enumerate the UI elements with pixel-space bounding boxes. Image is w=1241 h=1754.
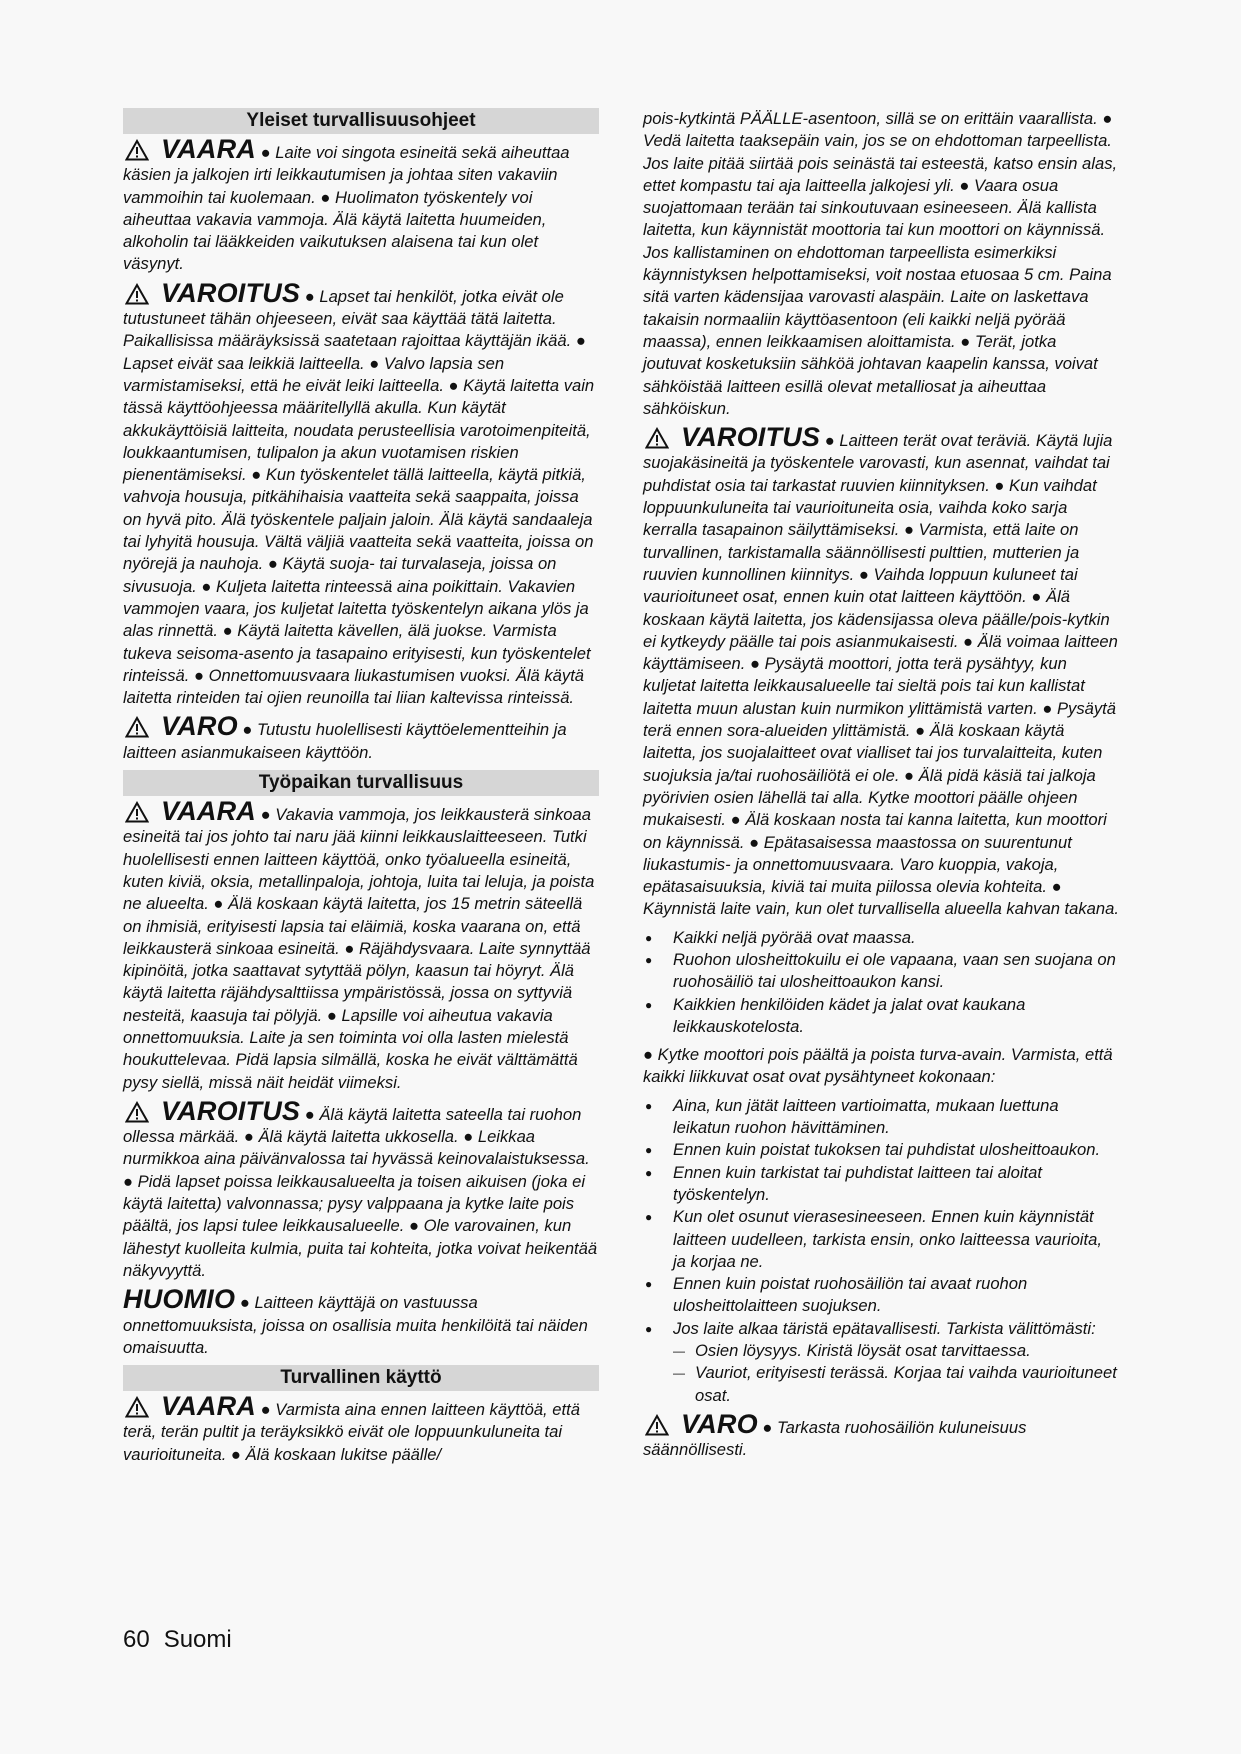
paragraph-text: ● Älä käytä laitetta sateella tai ruohon ollessa märkää. ● Älä käytä laitetta ukkosella. ● Leikkaa nurmikkoa aina päivänvalossa tai hyvässä keinovalaistuksessa. ● Pidä lapset poissa leikkausalueelta ja toisen aikuisen (joka ei käytä laitetta) valvonnassa; pysy valppaana ja kytke laite pois päältä, jos lapsi tulee leikkausalueelle. ● Ole varovainen, kun lähestyt kuolleita kulmia, puita tai kohteita, jotka voivat heikentää näkyvyyttä.	[123, 1104, 598, 1280]
list-item: ● Kaikki neljä pyörää ovat maassa.	[643, 927, 1119, 949]
warning-paragraph	[123, 796, 599, 1094]
signal-word: VAARA	[161, 1391, 256, 1422]
warning-triangle-icon	[125, 1396, 149, 1418]
list-item-text: Jos laite alkaa täristä epätavallisesti. Tarkista välittömästi:	[673, 1318, 1096, 1338]
warning-paragraph	[123, 277, 599, 710]
warning-paragraph	[123, 1391, 599, 1466]
page-footer	[123, 1626, 246, 1654]
sublist-item: — Osien löysyys. Kiristä löysät osat tarvittaessa.	[673, 1340, 1119, 1362]
list-item: ● Ennen kuin poistat tukoksen tai puhdistat ulosheittoaukon.	[643, 1139, 1119, 1161]
section-heading-general-safety: Yleiset turvallisuusohjeet	[123, 108, 599, 134]
paragraph-text: ● Varmista aina ennen laitteen käyttöä, että terä, terän pultit ja teräyksikkö eivät ole loppuunkuluneita tai vaurioituneita. ● Älä koskaan lukitse päälle/	[123, 1400, 580, 1464]
section-heading-workplace-safety: Työpaikan turvallisuus	[123, 770, 599, 796]
list-item: ● Ennen kuin poistat ruohosäiliön tai avaat ruohon ulosheittolaitteen suojuksen.	[643, 1273, 1119, 1318]
list-item	[643, 1318, 1119, 1407]
list-item: ● Kun olet osunut vierasesineeseen. Ennen kuin käynnistät laitteen uudelleen, tarkista ensin, onko laitteessa vaurioita, ja korjaa ne.	[643, 1206, 1119, 1273]
paragraph-text: ● Laite voi singota esineitä sekä aiheuttaa käsien ja jalkojen irti leikkautumisen ja johtaa siten vakaviin vammoihin tai kuolemaan. ● Huolimaton työskentely voi aiheuttaa vakavia vammoja. Älä käytä laitetta huumeiden, alkoholin tai lääkkeiden vaikutuksen alaisena tai kun olet väsynyt.	[123, 143, 570, 274]
signal-word: VAARA	[161, 796, 256, 827]
stop-conditions-list	[643, 1095, 1119, 1407]
signal-word: VAROITUS	[161, 1095, 301, 1126]
list-item: ● Kaikkien henkilöiden kädet ja jalat ovat kaukana leikkauskotelosta.	[643, 994, 1119, 1039]
warning-triangle-icon	[125, 283, 149, 305]
page-number: 60	[123, 1626, 150, 1653]
paragraph-text: ● Laitteen terät ovat teräviä. Käytä lujia suojakäsineitä ja työskentele varovasti, kun asennat, vaihdat tai puhdistat osia tai tarkastat ruuvien kiinnityksen. ● Kun vaihdat loppuunkuluneita tai vaurioituneita osia, vaihda koko sarja kerralla tasapainon säilyttämiseksi. ● Varmista, että laite on turvallinen, tarkistamalla säännöllisesti pulttien, mutterien ja ruuvien kunnollinen kiinnitys. ● Vaihda loppuun kuluneet tai vaurioituneet osat, ennen kuin otat laitteen käyttöön. ● Älä koskaan käytä laitetta, jos kädensijassa oleva päälle/pois-kytkin ei kytkeydy päälle tai pois asianmukaisesti. ● Älä voimaa laitteen käyttämiseen. ● Pysäytä moottori, jotta terä pysähtyy, kun kuljetat laitetta leikkausalueelle tai sieltä pois tai kun kallistat laitetta muun alustan kuin nurmikon ylittämistä varten. ● Pysäytä terä ennen sora-alueiden ylittämistä. ● Älä koskaan käytä laitetta, jos suojalaitteet ovat vialliset tai jos turvalaitteita, kuten suojuksia ja/tai ruohosäiliötä ei ole. ● Älä pidä käsiä tai jalkoja pyörivien osien lähellä tai alla. Kytke moottori päälle ohjeen mukaisesti. ● Älä koskaan nosta tai kanna laitetta, kun moottori on käynnissä. ● Epätasaisessa maastossa on suurentunut liukastumis- ja onnettomuusvaara. Varo kuoppia, vakoja, epätasaisuuksia, kiviä tai muita piilossa olevia kohteita. ● Käynnistä laite vain, kun olet turvallisella alueella kahvan takana.	[643, 431, 1119, 919]
inspection-sublist	[673, 1340, 1119, 1407]
warning-triangle-icon	[125, 716, 149, 738]
paragraph-text: ● Laitteen käyttäjä on vastuussa onnettomuuksista, joissa on osallisia muita henkilöitä tai näiden omaisuutta.	[123, 1293, 588, 1357]
signal-word: VAARA	[161, 134, 256, 164]
warning-triangle-icon	[645, 1414, 669, 1436]
list-item: ● Ennen kuin tarkistat tai puhdistat laitteen tai aloitat työskentelyn.	[643, 1162, 1119, 1207]
paragraph-text: ● Tutustu huolellisesti käyttöelementteihin ja laitteen asianmukaiseen käyttöön.	[123, 720, 567, 762]
list-item: ● Aina, kun jätät laitteen vartioimatta, mukaan luettuna leikatun ruohon hävittäminen.	[643, 1095, 1119, 1140]
warning-triangle-icon	[645, 427, 669, 449]
signal-word: HUOMIO	[123, 1284, 236, 1315]
signal-word: VAROITUS	[681, 422, 821, 453]
warning-paragraph	[643, 422, 1119, 921]
continued-paragraph: pois-kytkintä PÄÄLLE-asentoon, sillä se on erittäin vaarallista. ● Vedä laitetta taaksepäin vain, jos se on ehdottoman tarpeellista. Jos laite pitää siirtää pois seinästä tai esteestä, katso ensin alas, ettet kompastu tai aja laitteella jalkojesi yli. ● Vaara osua suojattomaan terään tai sinkoutuvaan esineeseen. Älä kallista laitetta, kun käynnistät moottoria tai kun moottori on käynnissä. Jos kallistaminen on ehdottoman tarpeellista esimerkiksi käynnistyksen helpottamiseksi, voit nostaa etuosaa 5 cm. Paina sitä varten kädensijaa varovasti alaspäin. Laite on laskettava takaisin normaaliin käyttöasentoon (eli kaikki neljä pyörää maassa), ennen leikkaamisen aloittamista. ● Terät, jotka joutuvat kosketuksiin sähköä johtavan kaapelin kanssa, voivat sähköistää laitteen esillä olevat metalliosat ja aiheuttaa sähköiskun.	[643, 109, 1118, 418]
start-conditions-list	[643, 927, 1119, 1038]
warning-paragraph	[123, 134, 599, 276]
signal-word: VARO	[681, 1408, 758, 1439]
paragraph-text: ● Tarkasta ruohosäiliön kuluneisuus säännöllisesti.	[643, 1417, 1027, 1460]
section-heading-safe-use: Turvallinen käyttö	[123, 1365, 599, 1391]
warning-paragraph	[123, 711, 599, 764]
list-item: ● Ruohon ulosheittokuilu ei ole vapaana, vaan sen suojana on ruohosäiliö tai ulosheittoaukon kansi.	[643, 949, 1119, 994]
stop-instruction-paragraph: ● Kytke moottori pois päältä ja poista turva-avain. Varmista, että kaikki liikkuvat osat ovat pysähtyneet kokonaan:	[643, 1045, 1113, 1087]
notice-paragraph	[123, 1284, 599, 1359]
footer-language: Suomi	[163, 1626, 232, 1653]
warning-triangle-icon	[125, 139, 149, 161]
left-column	[123, 108, 599, 1472]
warning-triangle-icon	[125, 801, 149, 823]
warning-paragraph	[123, 1095, 599, 1282]
paragraph-text: ● Lapset tai henkilöt, jotka eivät ole tutustuneet tähän ohjeeseen, eivät saa käyttää tätä laitetta. Paikallisissa määräyksissä saatetaan rajoittaa käyttäjän ikää. ● Lapset eivät saa leikkiä laitteella. ● Valvo lapsia sen varmistamiseksi, että he eivät leiki laitteella. ● Käytä laitetta vain tässä käyttöohjeessa määritellyllä akulla. Kun käytät akkukäyttöisiä laitteita, noudata perusteellisia varotoimenpiteitä, loukkaantumisen, tulipalon ja akun vuotamisen riskien pienentämiseksi. ● Kun työskentelet tällä laitteella, käytä pitkiä, vahvoja housuja, pitkähihaisia vaatteita sekä saappaita, joissa on hyvä pito. Älä työskentele paljain jaloin. Älä käytä sandaaleja tai lyhyitä housuja. Vältä väljiä vaatteita sekä vaatteita, joissa on nyörejä ja nauhoja. ● Käytä suoja- tai turvalaseja, joissa on sivusuoja. ● Kuljeta laitetta rinteessä aina poikittain. Vakavien vammojen vaara, jos kuljetat laitetta työskentelyn aikana ylös ja alas rinnettä. ● Käytä laitetta kävellen, älä juokse. Varmista tukeva seisoma-asento ja tasapaino erityisesti, kun työskentelet rinteissä. ● Onnettomuusvaara liukastumisen vuoksi. Älä käytä laitetta rinteiden tai ojien reunoilla tai liian kaltevissa rinteissä.	[123, 286, 595, 708]
paragraph-text: ● Vakavia vammoja, jos leikkausterä sinkoaa esineitä tai jos johto tai naru jää kiinni leikkauslaitteeseen. Tutki huolellisesti ennen laitteen käyttöä, onko työalueella esineitä, kuten kiviä, oksia, metallinpaloja, johtoja, luita tai leluja, ja poista ne alueelta. ● Älä koskaan käytä laitetta, jos 15 metrin säteellä on ihmisiä, erityisesti lapsia tai eläimiä, koska vaarana on, että leikkausterä sinkoaa esineitä. ● Räjähdysvaara. Laite synnyttää kipinöitä, jotka saattavat sytyttää pölyn, kaasun tai höyryt. Älä käytä laitetta räjähdysalttiissa ympäristössä, jossa on syttyviä nesteitä, kaasuja tai pölyjä. ● Lapsille voi aiheutua vakavia onnettomuuksia. Laite ja sen toiminta voi olla lasten mielestä houkuttelevaa. Pidä lapsia silmällä, koska he eivät välttämättä pysy siellä, missä näit heidät viimeksi.	[123, 805, 595, 1092]
right-column	[643, 108, 1119, 1468]
sublist-item: — Vauriot, erityisesti terässä. Korjaa tai vaihda vaurioituneet osat.	[673, 1362, 1119, 1407]
warning-triangle-icon	[125, 1101, 149, 1123]
signal-word: VARO	[161, 711, 238, 742]
warning-paragraph	[643, 1408, 1119, 1462]
signal-word: VAROITUS	[161, 277, 301, 308]
